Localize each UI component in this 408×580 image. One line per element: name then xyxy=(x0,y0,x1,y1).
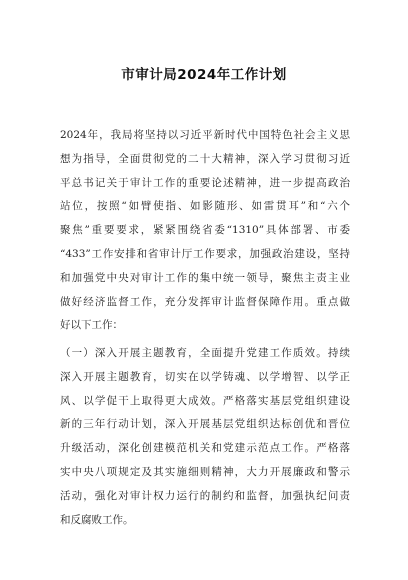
text-line: 站位，按照“如臂使指、如影随形、如雷贯耳”和“六个 xyxy=(60,200,350,213)
text-line: 好以下工作： xyxy=(60,319,123,332)
intro-paragraph xyxy=(60,124,350,338)
text-line: （一）深入开展主题教育，全面提升党建工作质效。持续 xyxy=(60,347,350,359)
text-line: “433”工作安排和省审计厅工作要求，加强政治建设，坚持 xyxy=(60,247,350,260)
text-line: 新的三年行动计划，深入开展基层党组织达标创优和晋位 xyxy=(60,418,350,431)
text-line: 和反腐败工作。 xyxy=(60,513,134,526)
text-line: 深入开展主题教育，切实在以学铸魂、以学增智、以学正 xyxy=(60,370,350,383)
text-line: 风、以学促干上取得更大成效。严格落实基层党组织建设 xyxy=(60,394,350,407)
text-line: 平总书记关于审计工作的重要论述精神，进一步提高政治 xyxy=(60,176,350,189)
text-line: 聚焦”重要要求，紧紧围绕省委“1310”具体部署、市委 xyxy=(60,224,350,237)
text-line: 想为指导，全面贯彻党的二十大精神，深入学习贯彻习近 xyxy=(60,152,350,165)
text-line: 升级活动，深化创建模范机关和党建示范点工作。严格落 xyxy=(60,442,350,455)
text-line: 做好经济监督工作，充分发挥审计监督保障作用。重点做 xyxy=(60,295,350,308)
text-line: 和加强党中央对审计工作的集中统一领导，聚焦主责主业 xyxy=(60,271,350,284)
text-line: 活动，强化对审计权力运行的制约和监督，加强执纪问责 xyxy=(60,489,350,502)
text-line: 2024年，我局将坚持以习近平新时代中国特色社会主义思 xyxy=(60,129,350,141)
section-one-paragraph xyxy=(60,342,350,532)
document-title: 市审计局2024年工作计划 xyxy=(121,67,287,83)
text-line: 实中央八项规定及其实施细则精神，大力开展廉政和警示 xyxy=(60,465,350,478)
